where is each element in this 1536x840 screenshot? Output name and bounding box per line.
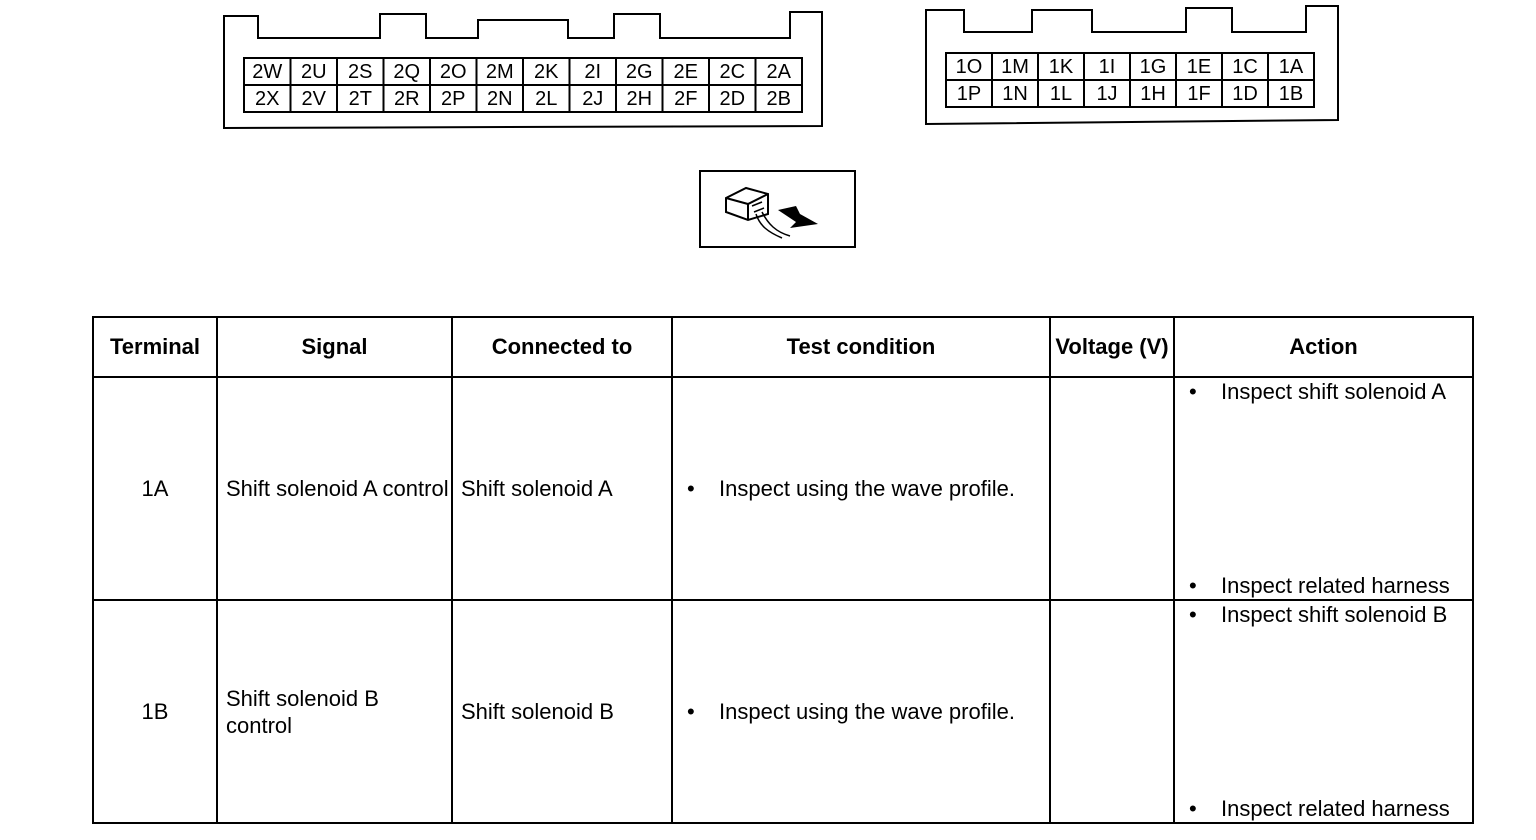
header-voltage: Voltage (V) bbox=[1050, 317, 1174, 377]
header-test-condition: Test condition bbox=[672, 317, 1050, 377]
bullet-icon: • bbox=[1189, 602, 1197, 627]
connector-1-pin-label: 1D bbox=[1232, 82, 1258, 105]
harness-side-connector-view-icon bbox=[700, 171, 855, 247]
list-item bbox=[1189, 378, 1472, 405]
list-item bbox=[1189, 795, 1472, 822]
connector-2-pin-label: 2J bbox=[582, 87, 604, 110]
bullet-icon: • bbox=[1189, 796, 1197, 821]
connector-2-pin-label: 2H bbox=[626, 87, 653, 110]
connector-2-pin-label: 2O bbox=[439, 60, 467, 83]
test-condition-text: Inspect using the wave profile. bbox=[719, 699, 1015, 724]
connector-1-pin-label: 1G bbox=[1139, 55, 1167, 78]
connector-1-pin-label: 1C bbox=[1232, 55, 1258, 78]
connector-2-pin-label: 2A bbox=[766, 60, 791, 83]
connector-2-pin-label: 2T bbox=[348, 87, 372, 110]
connector-1-pin-label: 1I bbox=[1098, 55, 1116, 78]
test-condition-cell bbox=[672, 600, 1050, 823]
action-cell bbox=[1174, 600, 1473, 823]
connector-2-pin-label: 2X bbox=[255, 87, 280, 110]
connector-2-pin-label: 2B bbox=[766, 87, 791, 110]
connector-2-pin-label: 2I bbox=[584, 60, 602, 83]
connector-diagram bbox=[0, 0, 1536, 300]
connector-2-pin-label: 2W bbox=[252, 60, 283, 83]
connector-1-pin-label: 1A bbox=[1278, 55, 1304, 78]
header-action: Action bbox=[1174, 317, 1473, 377]
header-terminal: Terminal bbox=[93, 317, 217, 377]
connector-2-pin-label: 2L bbox=[535, 87, 558, 110]
connector-1-pin-label: 1O bbox=[955, 55, 983, 78]
connector-1-pin-label: 1L bbox=[1049, 82, 1073, 105]
connector-1-pin-label: 1M bbox=[1001, 55, 1029, 78]
connector-1-pin-label: 1P bbox=[956, 82, 982, 105]
connector-2-pin-label: 2S bbox=[348, 60, 373, 83]
connector-1-pin-label: 1N bbox=[1002, 82, 1028, 105]
connector-2-pin-label: 2P bbox=[441, 87, 466, 110]
connected-to-cell: Shift solenoid B bbox=[452, 600, 672, 823]
action-cell bbox=[1174, 377, 1473, 600]
connector-2-pin-label: 2C bbox=[719, 60, 746, 83]
header-connected-to: Connected to bbox=[452, 317, 672, 377]
header-signal: Signal bbox=[217, 317, 452, 377]
connector-2-pin-label: 2M bbox=[485, 60, 514, 83]
connector-1-pin-label: 1K bbox=[1048, 55, 1074, 78]
action-text: Inspect shift solenoid A bbox=[1221, 379, 1447, 404]
connector-1-pin-label: 1H bbox=[1140, 82, 1166, 105]
connector-1-pin-label: 1J bbox=[1096, 82, 1118, 105]
connector-2-pin-label: 2D bbox=[719, 87, 746, 110]
signal-cell: Shift solenoid A control bbox=[217, 377, 452, 600]
connector-2-pin-label: 2U bbox=[300, 60, 327, 83]
bullet-icon: • bbox=[1189, 573, 1197, 598]
connector-1-pin-grid bbox=[946, 53, 1314, 107]
table-row bbox=[93, 600, 1473, 823]
terminal-cell: 1B bbox=[93, 600, 217, 823]
connector-1-pin-label: 1E bbox=[1186, 55, 1212, 78]
connector-2-pin-label: 2R bbox=[393, 87, 420, 110]
connector-2-pin-grid bbox=[244, 58, 802, 112]
list-item bbox=[1189, 572, 1472, 599]
table-header-row bbox=[93, 317, 1473, 377]
connector-2-pin-label: 2E bbox=[673, 60, 698, 83]
list-item bbox=[687, 475, 1049, 502]
test-condition-cell bbox=[672, 377, 1050, 600]
action-text: Inspect shift solenoid B bbox=[1221, 602, 1448, 627]
terminal-table bbox=[92, 316, 1474, 824]
bullet-icon: • bbox=[1189, 379, 1197, 404]
signal-cell: Shift solenoid B control bbox=[217, 600, 452, 823]
connector-2-pin-label: 2Q bbox=[393, 60, 421, 83]
action-text: Inspect related harness bbox=[1221, 573, 1450, 598]
list-item bbox=[687, 698, 1049, 725]
bullet-icon: • bbox=[687, 699, 695, 724]
action-text: Inspect related harness bbox=[1221, 796, 1450, 821]
connector-2-pin-label: 2N bbox=[486, 87, 513, 110]
connector-2-pin-label: 2K bbox=[534, 60, 559, 83]
voltage-cell bbox=[1050, 377, 1174, 600]
voltage-cell bbox=[1050, 600, 1174, 823]
connector-1-pin-label: 1B bbox=[1278, 82, 1304, 105]
list-item bbox=[1189, 601, 1472, 628]
terminal-cell: 1A bbox=[93, 377, 217, 600]
connector-2-pin-label: 2G bbox=[625, 60, 653, 83]
connector-2-pin-label: 2V bbox=[301, 87, 326, 110]
table-row bbox=[93, 377, 1473, 600]
connector-2-pin-label: 2F bbox=[674, 87, 698, 110]
connected-to-cell: Shift solenoid A bbox=[452, 377, 672, 600]
connector-1-pin-label: 1F bbox=[1187, 82, 1211, 105]
bullet-icon: • bbox=[687, 476, 695, 501]
test-condition-text: Inspect using the wave profile. bbox=[719, 476, 1015, 501]
